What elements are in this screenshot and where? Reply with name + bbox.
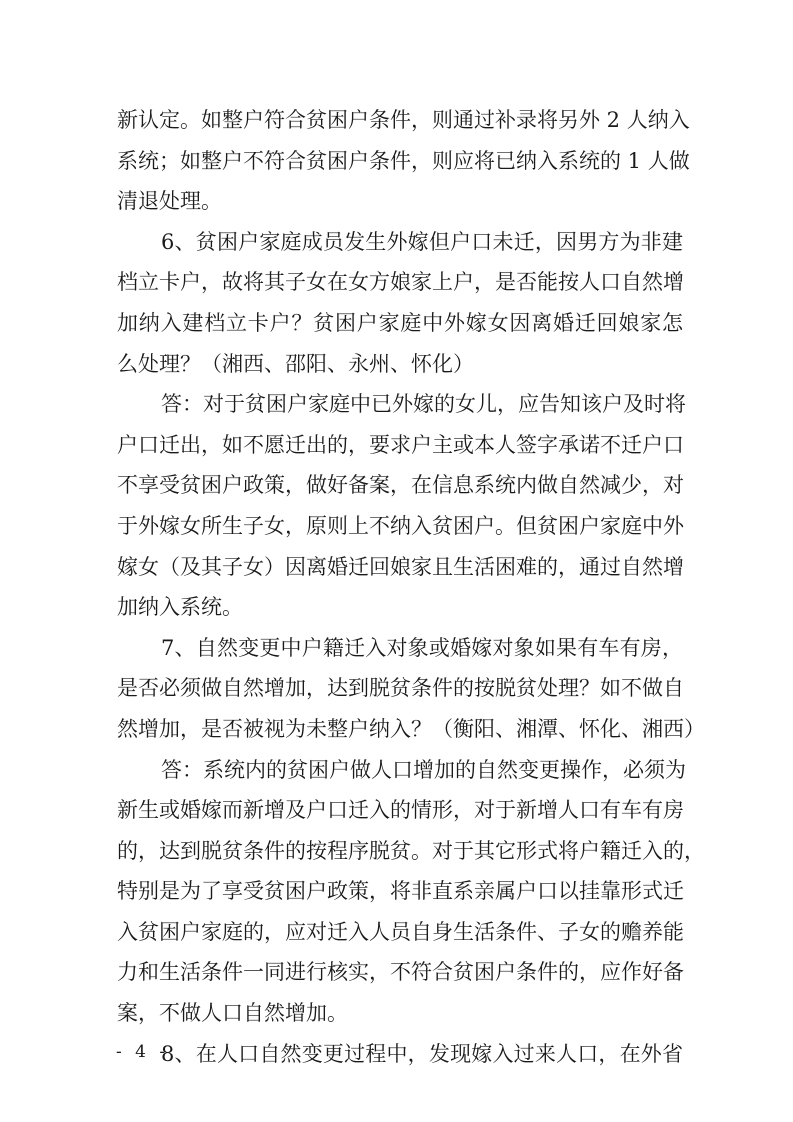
answer-7-line-4: 特别是为了享受贫困户政策，将非直系亲属户口以挂靠形式迁 xyxy=(117,879,684,904)
answer-7-line-2: 新生或婚嫁而新增及户口迁入的情形，对于新增人口有车有房 xyxy=(117,798,684,823)
document-body xyxy=(117,100,705,1074)
question-6-line-3: 加纳入建档立卡户？贫困户家庭中外嫁女因离婚迁回娘家怎 xyxy=(117,310,683,335)
answer-6-line-1: 答：对于贫困户家庭中已外嫁的女儿，应告知该户及时将 xyxy=(161,392,686,417)
answer-7-line-6: 力和生活条件一同进行核实，不符合贫困户条件的，应作好备 xyxy=(117,960,684,985)
question-7-line-3: 然增加，是否被视为未整户纳入？（衡阳、湘潭、怀化、湘西） xyxy=(117,716,705,741)
question-6-line-1: 6、贫困户家庭成员发生外嫁但户口未迁，因男方为非建 xyxy=(161,229,683,254)
answer-6-line-3: 不享受贫困户政策，做好备案，在信息系统内做自然减少，对 xyxy=(117,473,684,498)
answer-7-line-5: 入贫困户家庭的，应对迁入人员自身生活条件、子女的赡养能 xyxy=(117,919,684,944)
question-8-line-1: 8、在人口自然变更过程中，发现嫁入过来人口，在外省 xyxy=(161,1041,683,1066)
text-line-3: 清退处理。 xyxy=(117,189,222,214)
answer-6-line-6: 加纳入系统。 xyxy=(117,595,243,620)
page-number: - 4 - xyxy=(116,1042,170,1062)
answer-6-line-4: 于外嫁女所生子女，原则上不纳入贫困户。但贫困户家庭中外 xyxy=(117,513,684,538)
question-7-line-2: 是否必须做自然增加，达到脱贫条件的按脱贫处理？如不做自 xyxy=(117,676,684,701)
answer-7-line-7: 案，不做人口自然增加。 xyxy=(117,1001,348,1026)
answer-6-line-2: 户口迁出，如不愿迁出的，要求户主或本人签字承诺不迁户口 xyxy=(117,432,684,457)
text-line-1: 新认定。如整户符合贫困户条件，则通过补录将另外 2 人纳入 xyxy=(117,108,690,132)
text-line-2: 系统；如整户不符合贫困户条件，则应将已纳入系统的 1 人做 xyxy=(117,148,690,173)
answer-6-line-5: 嫁女（及其子女）因离婚迁回娘家且生活困难的，通过自然增 xyxy=(117,554,684,579)
answer-7-line-1: 答：系统内的贫困户做人口增加的自然变更操作，必须为 xyxy=(161,757,686,782)
question-7-line-1: 7、自然变更中户籍迁入对象或婚嫁对象如果有车有房， xyxy=(161,635,683,660)
question-6-line-4: 么处理？（湘西、邵阳、永州、怀化） xyxy=(117,351,474,376)
answer-7-line-3: 的，达到脱贫条件的按程序脱贫。对于其它形式将户籍迁入的， xyxy=(117,838,705,863)
question-6-line-2: 档立卡户，故将其子女在女方娘家上户，是否能按人口自然增 xyxy=(117,270,684,295)
